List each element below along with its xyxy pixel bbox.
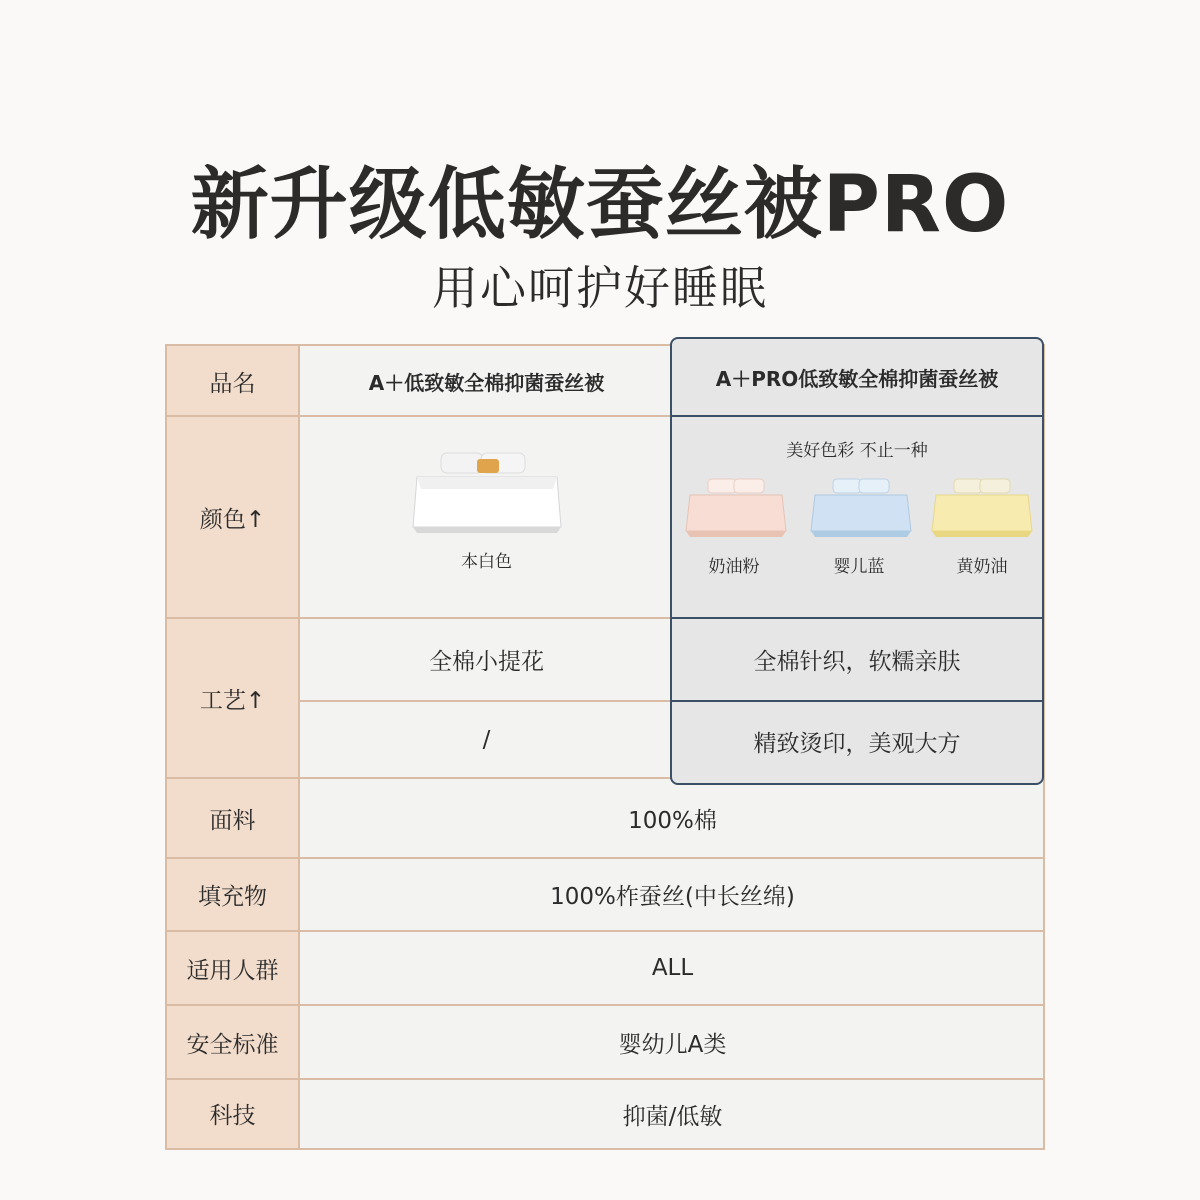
- color-label-pink: 奶油粉: [708, 556, 760, 577]
- audience-value: ALL: [651, 955, 694, 981]
- product-pro-craft-2: 精致烫印，美观大方: [753, 731, 961, 757]
- color-label-blue: 婴儿蓝: [833, 556, 885, 577]
- pink-bed-image: [682, 477, 790, 539]
- product-a-craft-1: 全棉小提花: [429, 649, 544, 675]
- product-pro-name: A＋PRO低致敏全棉抑菌蚕丝被: [715, 366, 999, 391]
- row-header-safety: 安全标准: [167, 1005, 300, 1079]
- row-header-tech: 科技: [167, 1079, 300, 1148]
- product-a-name: A＋低致敏全棉抑菌蚕丝被: [368, 370, 605, 395]
- color-label-white: 本白色: [461, 551, 512, 572]
- safety-value: 婴幼儿A类: [618, 1031, 727, 1058]
- row-header-color: 颜色↑: [167, 416, 300, 618]
- white-bed-image: [407, 449, 567, 535]
- yellow-bed-image: [928, 477, 1036, 539]
- pro-color-caption: 美好色彩 不止一种: [786, 440, 928, 461]
- row-header-name: 品名: [167, 346, 300, 416]
- color-label-yellow: 黄奶油: [956, 556, 1008, 577]
- product-pro-craft-1: 全棉针织，软糯亲肤: [753, 649, 961, 675]
- row-header-filling: 填充物: [167, 858, 300, 931]
- fabric-value: 100%棉: [628, 807, 717, 834]
- product-a-craft-2: /: [482, 726, 491, 753]
- pro-column: [670, 337, 1044, 785]
- tech-value: 抑菌/低敏: [622, 1103, 723, 1130]
- row-header-craft: 工艺↑: [167, 618, 300, 778]
- row-header-fabric: 面料: [167, 778, 300, 858]
- page-subtitle: 用心呵护好睡眠: [432, 261, 768, 315]
- filling-value: 100%柞蚕丝(中长丝绵): [550, 884, 795, 910]
- page-title: 新升级低敏蚕丝被PRO: [190, 160, 1010, 250]
- product-a-color-cell: [302, 418, 671, 616]
- row-header-audience: 适用人群: [167, 931, 300, 1005]
- blue-bed-image: [807, 477, 915, 539]
